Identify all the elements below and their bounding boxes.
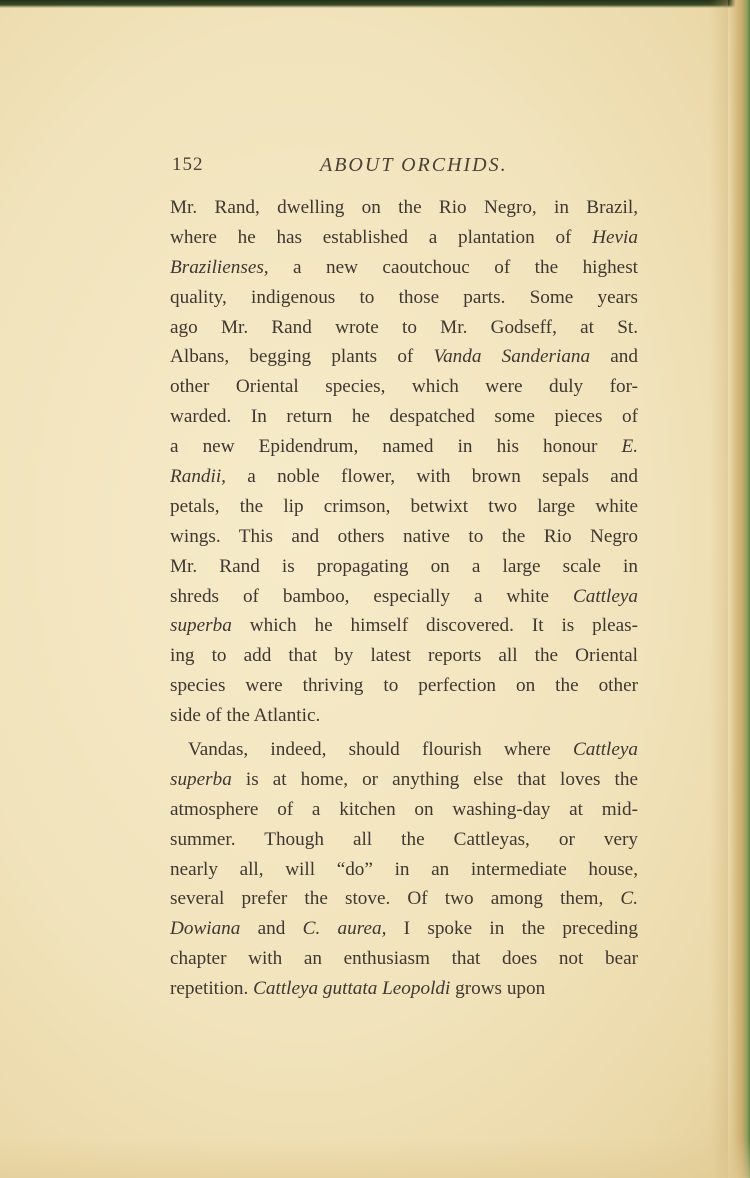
italic-text: Cattleya guttata Leopoldi <box>253 978 451 1000</box>
text-line <box>170 701 638 731</box>
text-run: Albans, begging plants of <box>170 346 434 368</box>
text-run: ing to add that by latest reports all the Oriental <box>170 645 638 667</box>
bottom-shade <box>0 1138 750 1178</box>
text-line <box>170 914 638 944</box>
text-run: Mr. Rand is propagating on a large scale in <box>170 555 638 577</box>
text-run: nearly all, will “do” in an intermediate house, <box>170 858 638 880</box>
italic-text: E. <box>621 436 638 458</box>
italic-text: Dowiana <box>170 918 241 940</box>
text-run: quality, indigenous to those parts. Some years <box>170 286 638 308</box>
text-line <box>170 402 638 432</box>
text-run: several prefer the stove. Of two among them, <box>170 888 621 910</box>
text-run: where he has established a plantation of <box>170 226 593 248</box>
text-line <box>170 283 638 313</box>
italic-text: Brazilienses, <box>170 256 269 278</box>
italic-text: Cattleya <box>572 585 638 607</box>
text-run: Vandas, indeed, should flourish where <box>188 739 573 761</box>
text-run: warded. In return he despatched some pieces of <box>170 406 638 428</box>
text-line <box>170 974 638 1004</box>
text-run: which he himself discovered. It is pleas- <box>231 615 638 637</box>
text-run: I spoke in the preceding <box>386 918 638 940</box>
text-line <box>170 342 638 372</box>
text-run: a new Epidendrum, named in his honour <box>170 436 622 458</box>
top-scan-edge <box>0 0 750 8</box>
text-run: other Oriental species, which were duly for- <box>170 376 638 398</box>
text-line <box>170 432 638 462</box>
text-line <box>170 884 638 914</box>
text-line <box>170 552 638 582</box>
text-line <box>170 522 638 552</box>
italic-text: Randii, <box>170 466 226 488</box>
text-line <box>170 313 638 343</box>
text-line <box>170 611 638 641</box>
page-edge <box>728 0 750 1178</box>
text-line <box>170 462 638 492</box>
text-run: species were thriving to perfection on the other <box>170 675 638 697</box>
italic-text: Vanda Sanderiana <box>433 346 591 368</box>
text-run: Mr. Rand, dwelling on the Rio Negro, in Brazil, <box>170 197 638 218</box>
body-text <box>170 193 638 1004</box>
italic-text: C. <box>620 888 638 910</box>
page-header <box>172 150 638 180</box>
text-run: and <box>590 346 638 368</box>
running-head: ABOUT ORCHIDS. <box>320 154 508 176</box>
text-run: petals, the lip crimson, betwixt two large white <box>170 495 638 517</box>
text-run: side of the Atlantic. <box>170 705 321 727</box>
text-line <box>170 641 638 671</box>
text-line <box>170 582 638 612</box>
text-run: wings. This and others native to the Rio Negro <box>170 525 638 547</box>
text-line <box>170 223 638 253</box>
text-run: ago Mr. Rand wrote to Mr. Godseff, at St. <box>170 316 638 338</box>
italic-text: C. aurea, <box>302 918 387 940</box>
italic-text: Cattleya <box>572 739 638 761</box>
text-line <box>170 795 638 825</box>
text-line <box>170 765 638 795</box>
text-line <box>170 193 638 223</box>
text-line <box>170 855 638 885</box>
text-run: atmosphere of a kitchen on washing-day at mid- <box>170 798 638 820</box>
page-number: 152 <box>172 154 204 175</box>
text-line <box>170 492 638 522</box>
text-line <box>170 944 638 974</box>
text-line <box>170 825 638 855</box>
text-line <box>170 253 638 283</box>
text-run: a new caoutchouc of the highest <box>268 256 638 278</box>
italic-text: superba <box>170 768 232 790</box>
text-run: repetition. <box>170 978 254 1000</box>
text-run: grows upon <box>450 978 546 1000</box>
italic-text: superba <box>170 615 232 637</box>
text-run: and <box>240 918 303 940</box>
text-line <box>170 372 638 402</box>
page-gutter-shadow <box>710 0 728 1178</box>
text-run: shreds of bamboo, especially a white <box>170 585 573 607</box>
text-line <box>170 671 638 701</box>
text-run: is at home, or anything else that loves the <box>231 768 638 790</box>
text-line <box>170 735 638 765</box>
text-run: a noble flower, with brown sepals and <box>225 466 638 488</box>
text-run: chapter with an enthusiasm that does not bear <box>170 948 638 970</box>
italic-text: Hevia <box>592 226 638 248</box>
text-run: summer. Though all the Cattleyas, or very <box>170 828 638 850</box>
